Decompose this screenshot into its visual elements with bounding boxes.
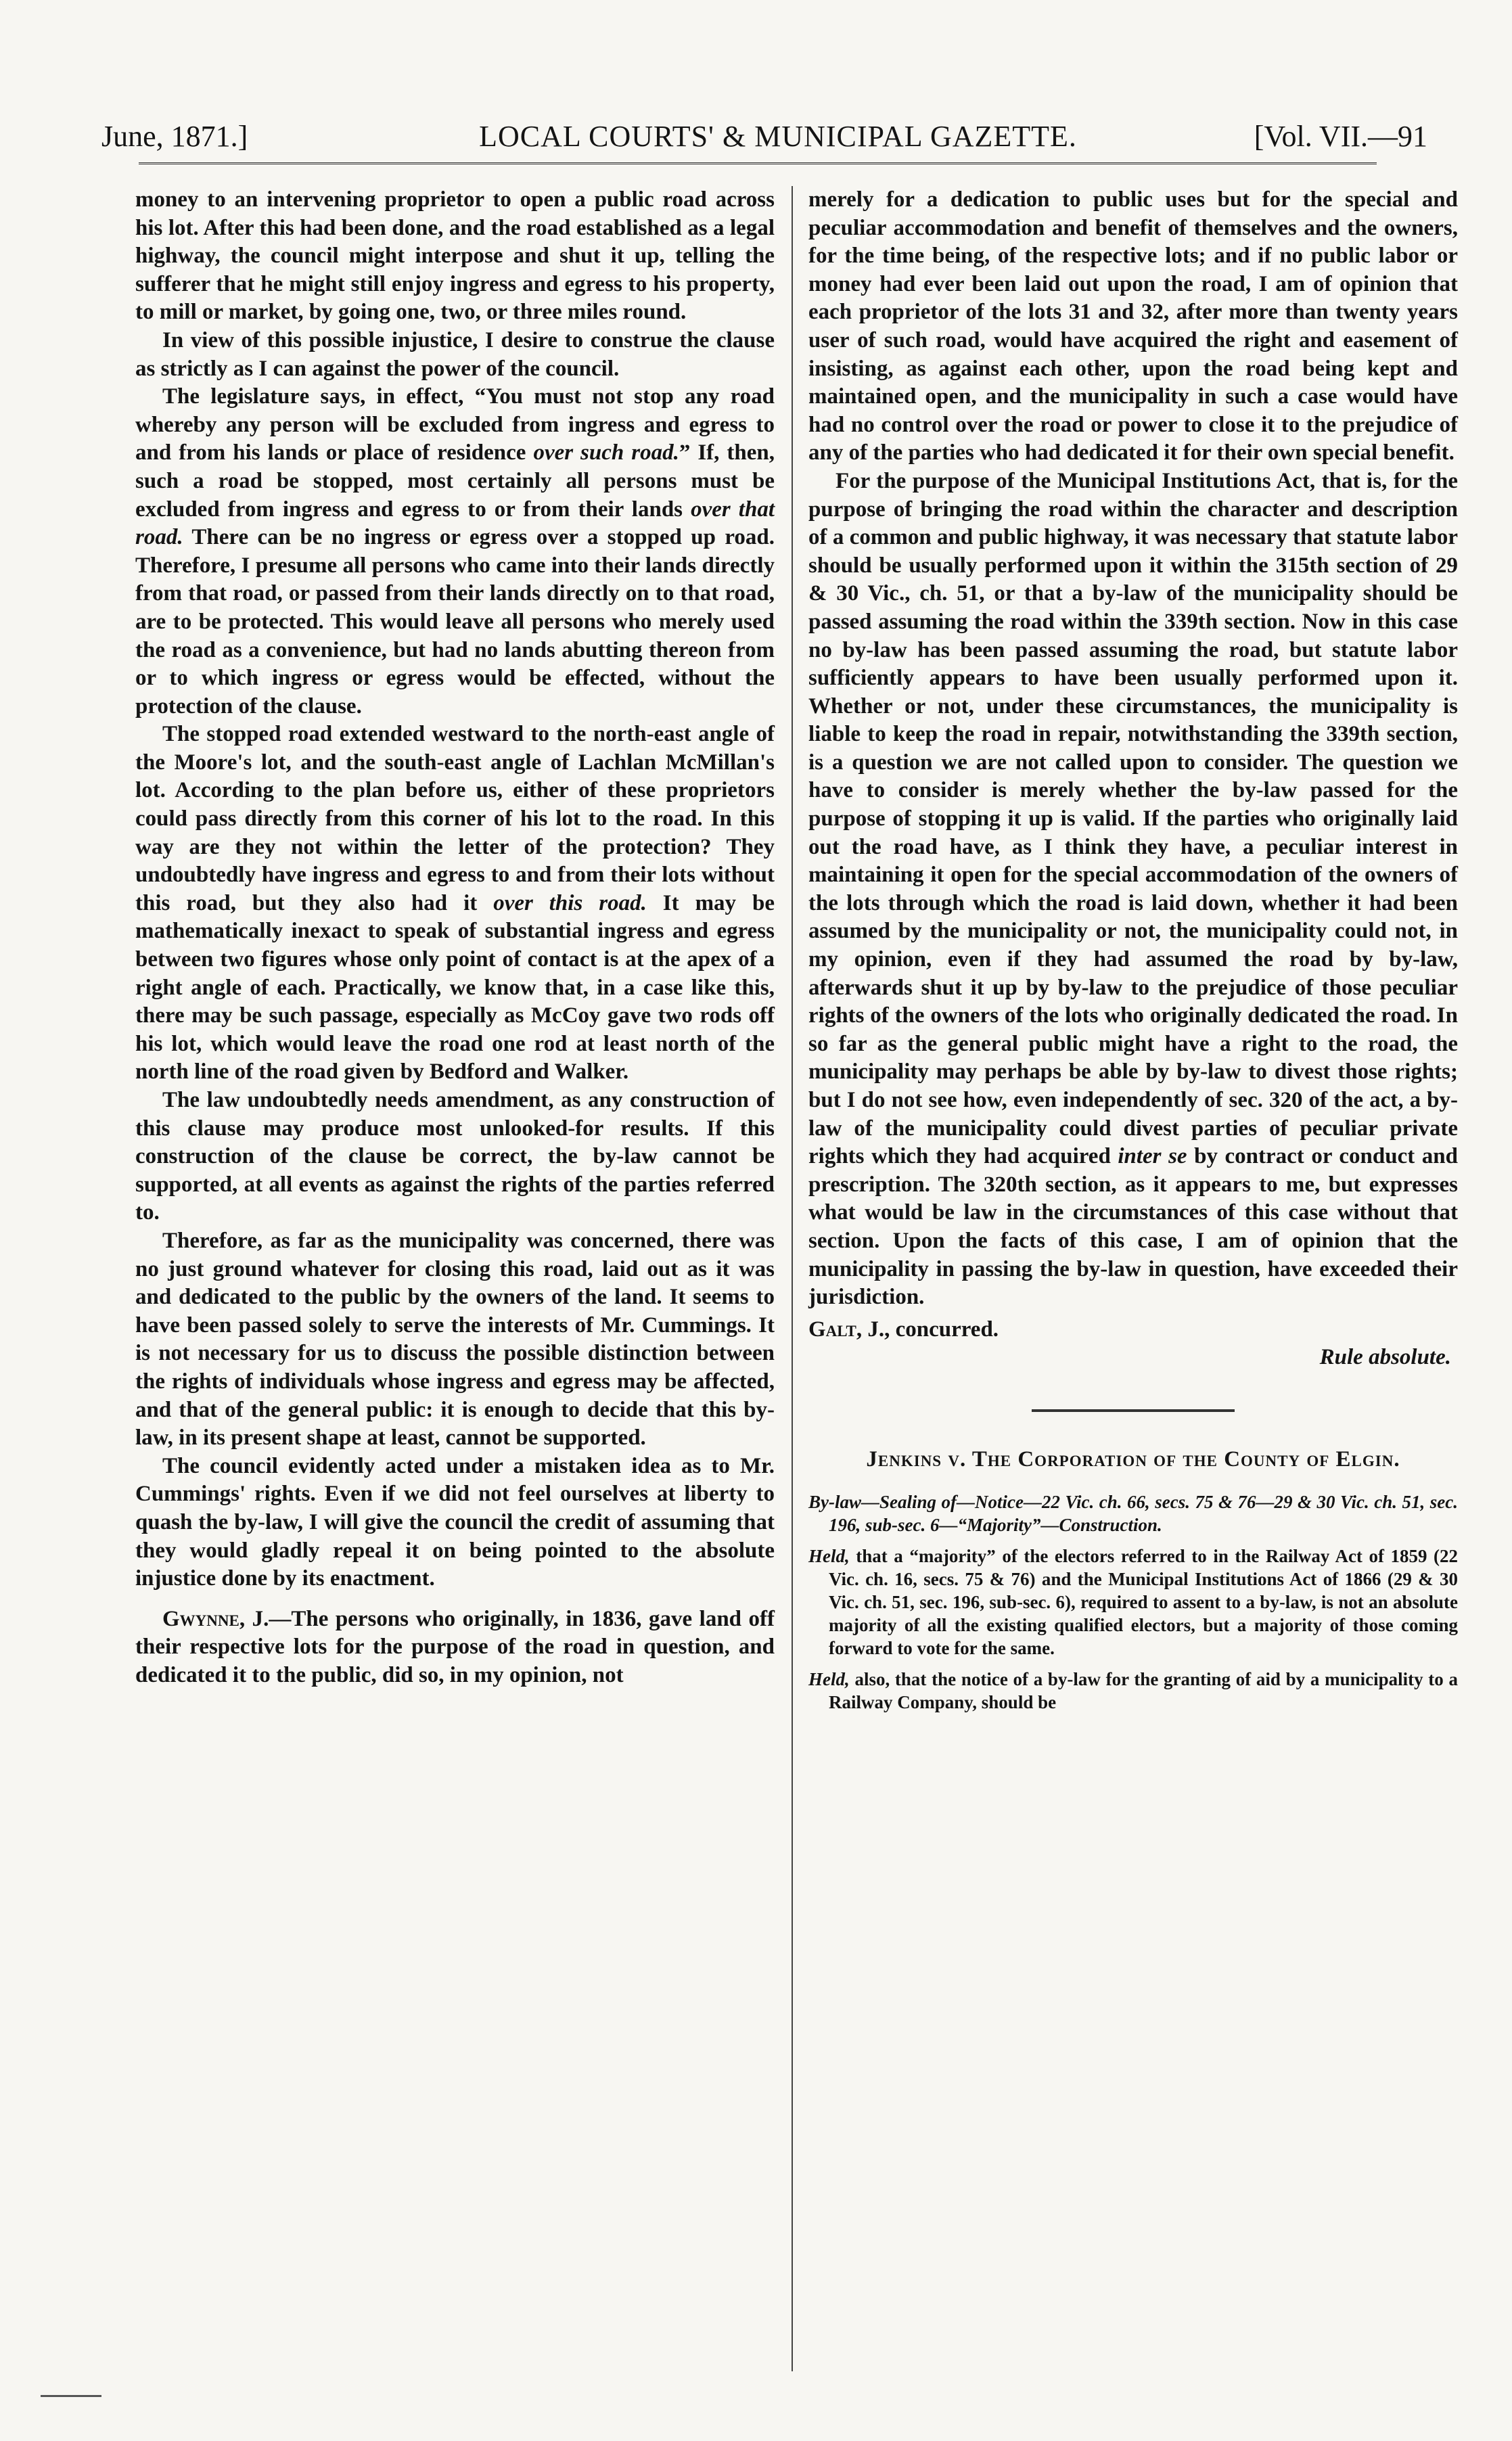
text-run: The legislature says, in effect, “You must not stop any road whereby any person will be excluded from ingress and egress to and from his lands or place of residence	[135, 384, 775, 465]
header-rule	[139, 162, 1377, 164]
left-paragraph-2: In view of this possible injustice, I desire to construe the clause as strictly as I can against the power of the council.	[135, 327, 775, 381]
left-column	[135, 186, 775, 1689]
italic-text: over that road.	[135, 497, 775, 550]
header-volume: [Vol. VII.—91	[1254, 120, 1427, 153]
italic-text: inter se	[1118, 1144, 1187, 1169]
text-run: It may be mathematically inexact to speak of substantial ingress and egress between two figures whose only point of contact is at the apex of a right angle of each. Practically, we know that, in a case like this, there may be such passage, especially as McCoy gave two rods off his lot, which would leave the road one rod at least north of the north line of the road given by Bedford and Walker.	[135, 890, 775, 1085]
held-paragraph-2	[808, 1668, 1458, 1714]
judge-name: Galt, J.	[808, 1317, 885, 1342]
header-date: June, 1871.]	[101, 120, 248, 153]
text-run: ” If, then, such a road be stopped, most certainly all persons must be excluded from ingress and egress to or from their lands	[135, 440, 775, 522]
left-paragraph-1: money to an intervening proprietor to open a public road across his lot. After this had been done, and the road established as a legal highway, the council might interpose and shut it up, telling the sufferer that he might still enjoy ingress and egress to his property, to mill or market, by going one, two, or three miles round.	[135, 187, 775, 325]
text-run: For the purpose of the Municipal Institutions Act, that is, for the purpose of bringing the road within the character and description of a common and public highway, it was necessary that statute labor should be usually performed upon it within the 315th section of 29 & 30 Vic., ch. 51, or that a by-law of the municipality should be passed assuming the road within the 339th section. Now in this case no by-law has been passed assuming the road, but statute labor sufficiently appears to have been usually performed upon it. Whether or not, under these circumstances, the municipality is liable to keep the road in repair, notwithstanding the 339th section, is a question we are not called upon to consider. The question we have to consider is merely whether the by-law passed for the purpose of stopping it up is valid. If the parties who originally laid out the road have, as I think they have, a peculiar interest in maintaining it open for the special accommodation of the owners of the lots through which the road is laid down, whether it had been assumed by the municipality or not, the municipality could not, in my opinion, even if they had assumed the road by by-law, afterwards shut it up by by-law to the prejudice of those peculiar rights of the owners of the lots who originally dedicated the road. In so far as the general public might have a right to the road, the municipality may perhaps be able by by-law to divest those rights; but I do not see how, even independently of sec. 320 of the act, a by-law of the municipality could divest parties of peculiar private rights which they had acquired	[808, 468, 1458, 1169]
left-paragraph-8	[135, 1605, 775, 1690]
column-divider	[792, 186, 793, 2371]
judge-name: Gwynne, J.	[162, 1606, 269, 1631]
text-run: —The persons who originally, in 1836, gave land off their respective lots for the purpose of the road in question, and dedicated it to the public, did so, in my opinion, not	[135, 1606, 775, 1687]
italic-text: over this road.	[493, 890, 647, 915]
section-separator	[1032, 1409, 1235, 1412]
right-paragraph-1: merely for a dedication to public uses but for the special and peculiar accommodation and benefit of themselves and the owners, for the time being, of the respective lots; and if no public labor or money had ever been laid out upon the road, I am of opinion that each proprietor of the lots 31 and 32, after more than twenty years user of such road, would have acquired the right and easement of insisting, as against each other, upon the road being kept and maintained open, and the municipality in such a case would have had no control over the road or power to close it to the prejudice of any of the parties who had dedicated it for their own special benefit.	[808, 187, 1458, 465]
case-title: Jenkins v. The Corporation of the County of Elgin.	[866, 1446, 1400, 1472]
right-paragraph-2	[808, 467, 1458, 1312]
text-run: also, that the notice of a by-law for the granting of aid by a municipality to a Railway Company, should be	[829, 1668, 1458, 1712]
text-run: that a “majority” of the electors referred to in the Railway Act of 1859 (22 Vic. ch. 16, secs. 75 & 76) and the Municipal Institutions Act of 1866 (29 & 30 Vic. ch. 51, sec. 196, sub-sec. 6), required to assent to a by-law, is not an absolute majority of all the existing qualified electors, but a majority of those coming forward to vote for the same.	[829, 1545, 1458, 1658]
concurrence	[808, 1316, 1458, 1344]
text-run: The stopped road extended westward to the north-east angle of the Moore's lot, and the south-east angle of Lachlan McMillan's lot. According to the plan before us, either of these proprietors could pass directly from this corner of his lot to the road. In this way are they not within the letter of the protection? They undoubtedly have ingress and egress to and from their lots without this road, but they also had it	[135, 722, 775, 915]
held-lead: Held,	[808, 1545, 850, 1566]
italic-text: over such road.	[533, 440, 679, 465]
text-run: , concurred.	[884, 1317, 999, 1342]
text-run: by contract or conduct and prescription. The 320th section, as it appears to me, but expresses what would be law in the circumstances of this case without that section. Upon the facts of this case, I am of opinion that the municipality in passing the by-law in question, have exceeded their jurisdiction.	[808, 1144, 1459, 1310]
held-paragraph-1	[808, 1545, 1458, 1660]
left-paragraph-4	[135, 721, 775, 1087]
left-paragraph-3	[135, 383, 775, 721]
right-column	[808, 186, 1458, 1722]
headnotes	[808, 1490, 1458, 1714]
left-paragraph-6: Therefore, as far as the municipality was concerned, there was no just ground whatever for closing this road, laid out as it was and dedicated to the public by the owners of the land. It seems to have been passed solely to serve the interests of Mr. Cummings. It is not necessary for us to discuss the possible distinction between the rights of individuals whose ingress and egress may be affected, and that of the general public: it is enough to decide that this by-law, in its present shape at least, cannot be supported.	[135, 1228, 775, 1451]
headnote-catchwords: By-law—Sealing of—Notice—22 Vic. ch. 66, secs. 75 & 76—29 & 30 Vic. ch. 51, sec. 196, sub-sec. 6—“Majority”—Construction.	[808, 1491, 1458, 1535]
held-lead: Held,	[808, 1668, 850, 1689]
left-paragraph-5: The law undoubtedly needs amendment, as any construction of this clause may produce most unlooked-for results. If this construction of the clause be correct, the by-law cannot be supported, at all events as against the rights of the parties referred to.	[135, 1088, 775, 1225]
rule-absolute: Rule absolute.	[1319, 1345, 1451, 1370]
page-header	[101, 101, 1427, 162]
header-title: LOCAL COURTS' & MUNICIPAL GAZETTE.	[479, 120, 1077, 153]
left-paragraph-7: The council evidently acted under a mistaken idea as to Mr. Cummings' rights. Even if we did not feel ourselves at liberty to quash the by-law, I will give the council the credit of assuming that they would gladly repeal it on being pointed to the absolute injustice done by its enactment.	[135, 1453, 775, 1591]
footer-mark	[41, 2395, 101, 2397]
text-run: There can be no ingress or egress over a stopped up road. Therefore, I presume all persons who came into their lands directly from that road, or passed from their lands directly on to that road, are to be protected. This would leave all persons who merely used the road as a convenience, but had no lands abutting thereon from or to which ingress or egress would be effected, without the protection of the clause.	[135, 525, 775, 718]
